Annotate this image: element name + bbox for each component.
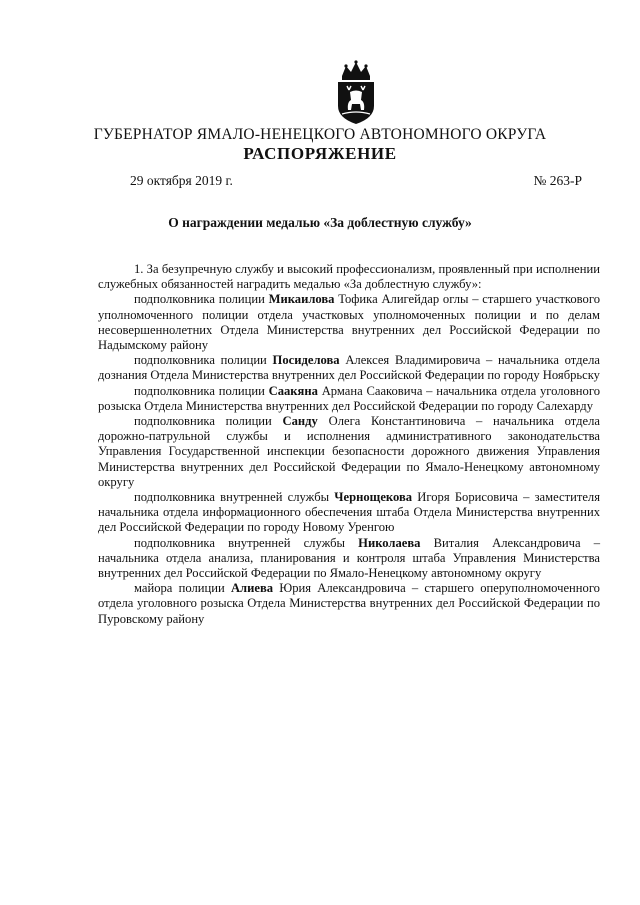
awardee-rank: подполковника полиции bbox=[134, 414, 272, 429]
awardee-details: Игоря Борисовича – заместителя начальника отдела информационного обеспечения штаба Отдела Министерства внутренних дел Российской Федерации по городу Новому Уренгою bbox=[98, 490, 601, 535]
awardee-surname: Саакяна bbox=[268, 383, 318, 398]
awardee-paragraph bbox=[98, 536, 600, 582]
awardee-surname: Николаева bbox=[358, 535, 421, 550]
awardee-paragraph bbox=[98, 353, 600, 383]
awardee-details: Армана Сааковича – начальника отдела уголовного розыска Отдела Министерства внутренних дел Российской Федерации по городу Салехарду bbox=[98, 383, 600, 413]
awardee-rank: подполковника внутренней службы bbox=[134, 490, 330, 505]
document-subject: О награждении медалью «За доблестную службу» bbox=[168, 215, 472, 230]
awardee-rank: подполковника полиции bbox=[134, 353, 267, 368]
awardee-paragraph bbox=[98, 581, 600, 627]
issuing-authority: ГУБЕРНАТОР ЯМАЛО-НЕНЕЦКОГО АВТОНОМНОГО ОКРУГА bbox=[93, 126, 547, 143]
awardee-details: Тофика Алигейдар оглы – старшего участкового уполномоченного полиции отдела участковых уполномоченных полиции и по делам несовершеннолетних Отдела Министерства внутренних дел Российской Федерации по Надымскому району bbox=[98, 292, 600, 353]
document-type-title: РАСПОРЯЖЕНИЕ bbox=[243, 144, 397, 163]
coat-of-arms-icon bbox=[332, 60, 380, 126]
intro-paragraph: 1. За безупречную службу и высокий профессионализм, проявленный при исполнении служебных обязанностей наградить медалью «За доблестную службу»: bbox=[98, 262, 600, 292]
awardee-details: Олега Константиновича – начальника отдела дорожно-патрульной службы и исполнения административного законодательства Управления Государственной инспекции безопасности дорожного движения Управления Министерства внутренних дел Российской Федерации по Ямало-Ненецкому автономному округу bbox=[98, 414, 601, 489]
awardee-details: Виталия Александровича – начальника отдела анализа, планирования и контроля штаба Управления Министерства внутренних дел Российской Федерации по Ямало-Ненецкому автономному округу bbox=[98, 535, 601, 581]
document-body bbox=[98, 262, 600, 627]
awardee-paragraph bbox=[98, 384, 600, 414]
awardee-surname: Чернощекова bbox=[334, 490, 413, 505]
awardee-surname: Санду bbox=[282, 414, 318, 429]
awardee-details: Алексея Владимировича – начальника отдела дознания Отдела Министерства внутренних дел Российской Федерации по городу Ноябрьску bbox=[98, 353, 600, 383]
awardee-paragraph bbox=[98, 292, 600, 353]
awardee-surname: Посиделова bbox=[272, 353, 340, 368]
awardee-details: Юрия Александровича – старшего оперуполномоченного отдела уголовного розыска Отдела Министерства внутренних дел Российской Федерации по Пуровскому району bbox=[98, 581, 600, 626]
awardee-paragraph bbox=[98, 414, 600, 490]
awardee-rank: подполковника полиции bbox=[134, 383, 265, 398]
awardee-surname: Алиева bbox=[230, 581, 274, 596]
awardee-surname: Микаилова bbox=[268, 292, 335, 307]
awardee-rank: подполковника полиции bbox=[134, 292, 265, 307]
document-number: № 263-Р bbox=[533, 173, 582, 188]
awardee-rank: майора полиции bbox=[134, 581, 225, 596]
document-date: 29 октября 2019 г. bbox=[130, 173, 233, 188]
awardee-rank: подполковника внутренней службы bbox=[134, 535, 345, 550]
awardee-paragraph bbox=[98, 490, 600, 536]
